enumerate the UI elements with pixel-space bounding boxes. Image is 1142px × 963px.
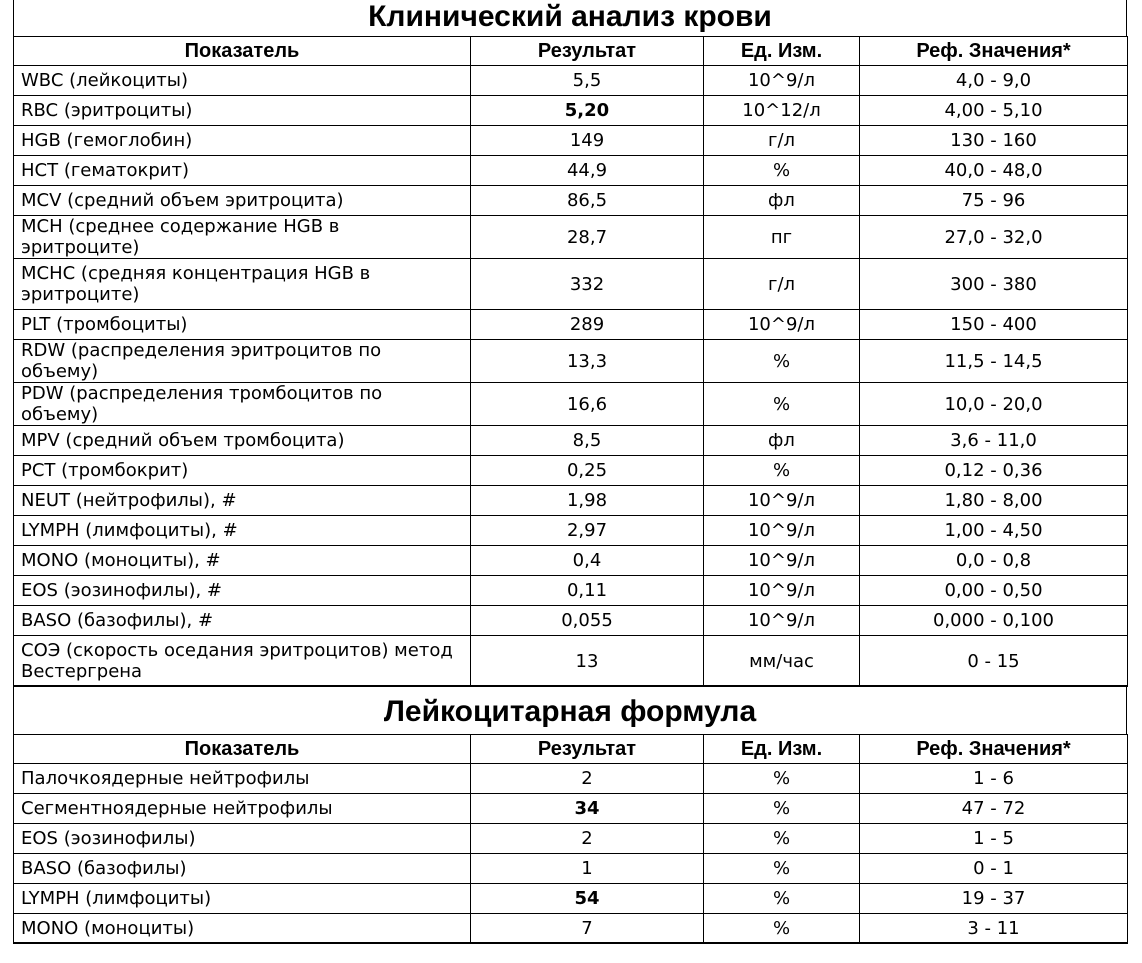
table-row (14, 186, 1128, 216)
parameter-name: RBC (эритроциты) (14, 96, 471, 126)
reference-value: 47 - 72 (860, 794, 1128, 824)
parameter-name: HCT (гематокрит) (14, 156, 471, 186)
parameter-name: MONO (моноциты), # (14, 546, 471, 576)
parameter-name: LYMPH (лимфоциты) (14, 884, 471, 914)
unit-value: 10^9/л (704, 546, 860, 576)
table-row (14, 426, 1128, 456)
result-value: 16,6 (471, 383, 704, 426)
result-value: 13 (471, 636, 704, 687)
reference-value: 27,0 - 32,0 (860, 216, 1128, 259)
table-row (14, 66, 1128, 96)
parameter-name: MCHC (средняя концентрация HGB в эритроците) (14, 259, 471, 310)
table-row (14, 824, 1128, 854)
reference-value: 1 - 6 (860, 764, 1128, 794)
unit-value: % (704, 156, 860, 186)
diff-header-row (14, 735, 1128, 764)
table-row (14, 884, 1128, 914)
result-value-flagged: 34 (471, 794, 704, 824)
table-row (14, 310, 1128, 340)
unit-value: % (704, 854, 860, 884)
cbc-title: Клинический анализ крови (13, 0, 1127, 36)
parameter-name: LYMPH (лимфоциты), # (14, 516, 471, 546)
header-unit: Ед. Изм. (704, 37, 860, 66)
table-row (14, 546, 1128, 576)
parameter-name: MPV (средний объем тромбоцита) (14, 426, 471, 456)
result-value: 1,98 (471, 486, 704, 516)
unit-value: % (704, 340, 860, 383)
parameter-name: EOS (эозинофилы), # (14, 576, 471, 606)
reference-value: 3 - 11 (860, 914, 1128, 944)
parameter-name: Сегментноядерные нейтрофилы (14, 794, 471, 824)
reference-value: 3,6 - 11,0 (860, 426, 1128, 456)
diff-table-block (13, 685, 1127, 944)
unit-value: фл (704, 186, 860, 216)
unit-value: фл (704, 426, 860, 456)
table-row (14, 516, 1128, 546)
table-row (14, 606, 1128, 636)
unit-value: 10^9/л (704, 606, 860, 636)
reference-value: 1 - 5 (860, 824, 1128, 854)
reference-value: 19 - 37 (860, 884, 1128, 914)
reference-value: 0,00 - 0,50 (860, 576, 1128, 606)
footer-divider (13, 942, 1127, 963)
result-value: 5,5 (471, 66, 704, 96)
table-row (14, 486, 1128, 516)
unit-value: 10^9/л (704, 516, 860, 546)
parameter-name: BASO (базофилы), # (14, 606, 471, 636)
unit-value: г/л (704, 259, 860, 310)
parameter-name: PDW (распределения тромбоцитов по объему) (14, 383, 471, 426)
reference-value: 0 - 1 (860, 854, 1128, 884)
result-value: 149 (471, 126, 704, 156)
table-row (14, 96, 1128, 126)
reference-value: 130 - 160 (860, 126, 1128, 156)
parameter-name: MCV (средний объем эритроцита) (14, 186, 471, 216)
result-value: 13,3 (471, 340, 704, 383)
reference-value: 11,5 - 14,5 (860, 340, 1128, 383)
unit-value: 10^9/л (704, 310, 860, 340)
unit-value: % (704, 824, 860, 854)
unit-value: % (704, 764, 860, 794)
parameter-name: MCH (среднее содержание HGB в эритроците) (14, 216, 471, 259)
reference-value: 1,00 - 4,50 (860, 516, 1128, 546)
table-row (14, 340, 1128, 383)
parameter-name: RDW (распределения эритроцитов по объему) (14, 340, 471, 383)
cbc-header-row (14, 37, 1128, 66)
reference-value: 4,0 - 9,0 (860, 66, 1128, 96)
reference-value: 0,000 - 0,100 (860, 606, 1128, 636)
result-value: 0,25 (471, 456, 704, 486)
result-value: 2 (471, 824, 704, 854)
result-value: 289 (471, 310, 704, 340)
parameter-name: MONO (моноциты) (14, 914, 471, 944)
header-result: Результат (471, 735, 704, 764)
result-value: 0,11 (471, 576, 704, 606)
result-value: 332 (471, 259, 704, 310)
header-result: Результат (471, 37, 704, 66)
result-value: 2,97 (471, 516, 704, 546)
result-value: 1 (471, 854, 704, 884)
cbc-table-block (13, 0, 1127, 687)
result-value-flagged: 5,20 (471, 96, 704, 126)
parameter-name: BASO (базофилы) (14, 854, 471, 884)
table-row (14, 216, 1128, 259)
result-value: 0,4 (471, 546, 704, 576)
header-unit: Ед. Изм. (704, 735, 860, 764)
result-value: 28,7 (471, 216, 704, 259)
parameter-name: HGB (гемоглобин) (14, 126, 471, 156)
unit-value: пг (704, 216, 860, 259)
reference-value: 0,12 - 0,36 (860, 456, 1128, 486)
table-row (14, 259, 1128, 310)
reference-value: 4,00 - 5,10 (860, 96, 1128, 126)
parameter-name: Палочкоядерные нейтрофилы (14, 764, 471, 794)
parameter-name: PLT (тромбоциты) (14, 310, 471, 340)
result-value: 0,055 (471, 606, 704, 636)
table-row (14, 383, 1128, 426)
result-value: 86,5 (471, 186, 704, 216)
result-value: 44,9 (471, 156, 704, 186)
parameter-name: EOS (эозинофилы) (14, 824, 471, 854)
header-parameter: Показатель (14, 37, 471, 66)
unit-value: г/л (704, 126, 860, 156)
unit-value: % (704, 914, 860, 944)
parameter-name: PCT (тромбокрит) (14, 456, 471, 486)
cbc-table (13, 36, 1128, 687)
parameter-name: WBC (лейкоциты) (14, 66, 471, 96)
table-row (14, 456, 1128, 486)
table-row (14, 794, 1128, 824)
unit-value: % (704, 456, 860, 486)
table-row (14, 576, 1128, 606)
table-row (14, 854, 1128, 884)
result-value: 8,5 (471, 426, 704, 456)
unit-value: 10^9/л (704, 576, 860, 606)
reference-value: 10,0 - 20,0 (860, 383, 1128, 426)
table-row (14, 914, 1128, 944)
result-value: 2 (471, 764, 704, 794)
header-reference: Реф. Значения* (860, 735, 1128, 764)
reference-value: 0 - 15 (860, 636, 1128, 687)
result-value-flagged: 54 (471, 884, 704, 914)
unit-value: 10^12/л (704, 96, 860, 126)
reference-value: 1,80 - 8,00 (860, 486, 1128, 516)
unit-value: 10^9/л (704, 66, 860, 96)
unit-value: % (704, 383, 860, 426)
header-parameter: Показатель (14, 735, 471, 764)
unit-value: мм/час (704, 636, 860, 687)
reference-value: 0,0 - 0,8 (860, 546, 1128, 576)
diff-title: Лейкоцитарная формула (13, 685, 1127, 734)
reference-value: 75 - 96 (860, 186, 1128, 216)
unit-value: % (704, 794, 860, 824)
reference-value: 40,0 - 48,0 (860, 156, 1128, 186)
unit-value: % (704, 884, 860, 914)
parameter-name: СОЭ (скорость оседания эритроцитов) метод Вестергрена (14, 636, 471, 687)
table-row (14, 764, 1128, 794)
reference-value: 150 - 400 (860, 310, 1128, 340)
table-row (14, 126, 1128, 156)
result-value: 7 (471, 914, 704, 944)
table-row (14, 156, 1128, 186)
diff-table (13, 734, 1128, 944)
parameter-name: NEUT (нейтрофилы), # (14, 486, 471, 516)
table-row (14, 636, 1128, 687)
unit-value: 10^9/л (704, 486, 860, 516)
reference-value: 300 - 380 (860, 259, 1128, 310)
header-reference: Реф. Значения* (860, 37, 1128, 66)
